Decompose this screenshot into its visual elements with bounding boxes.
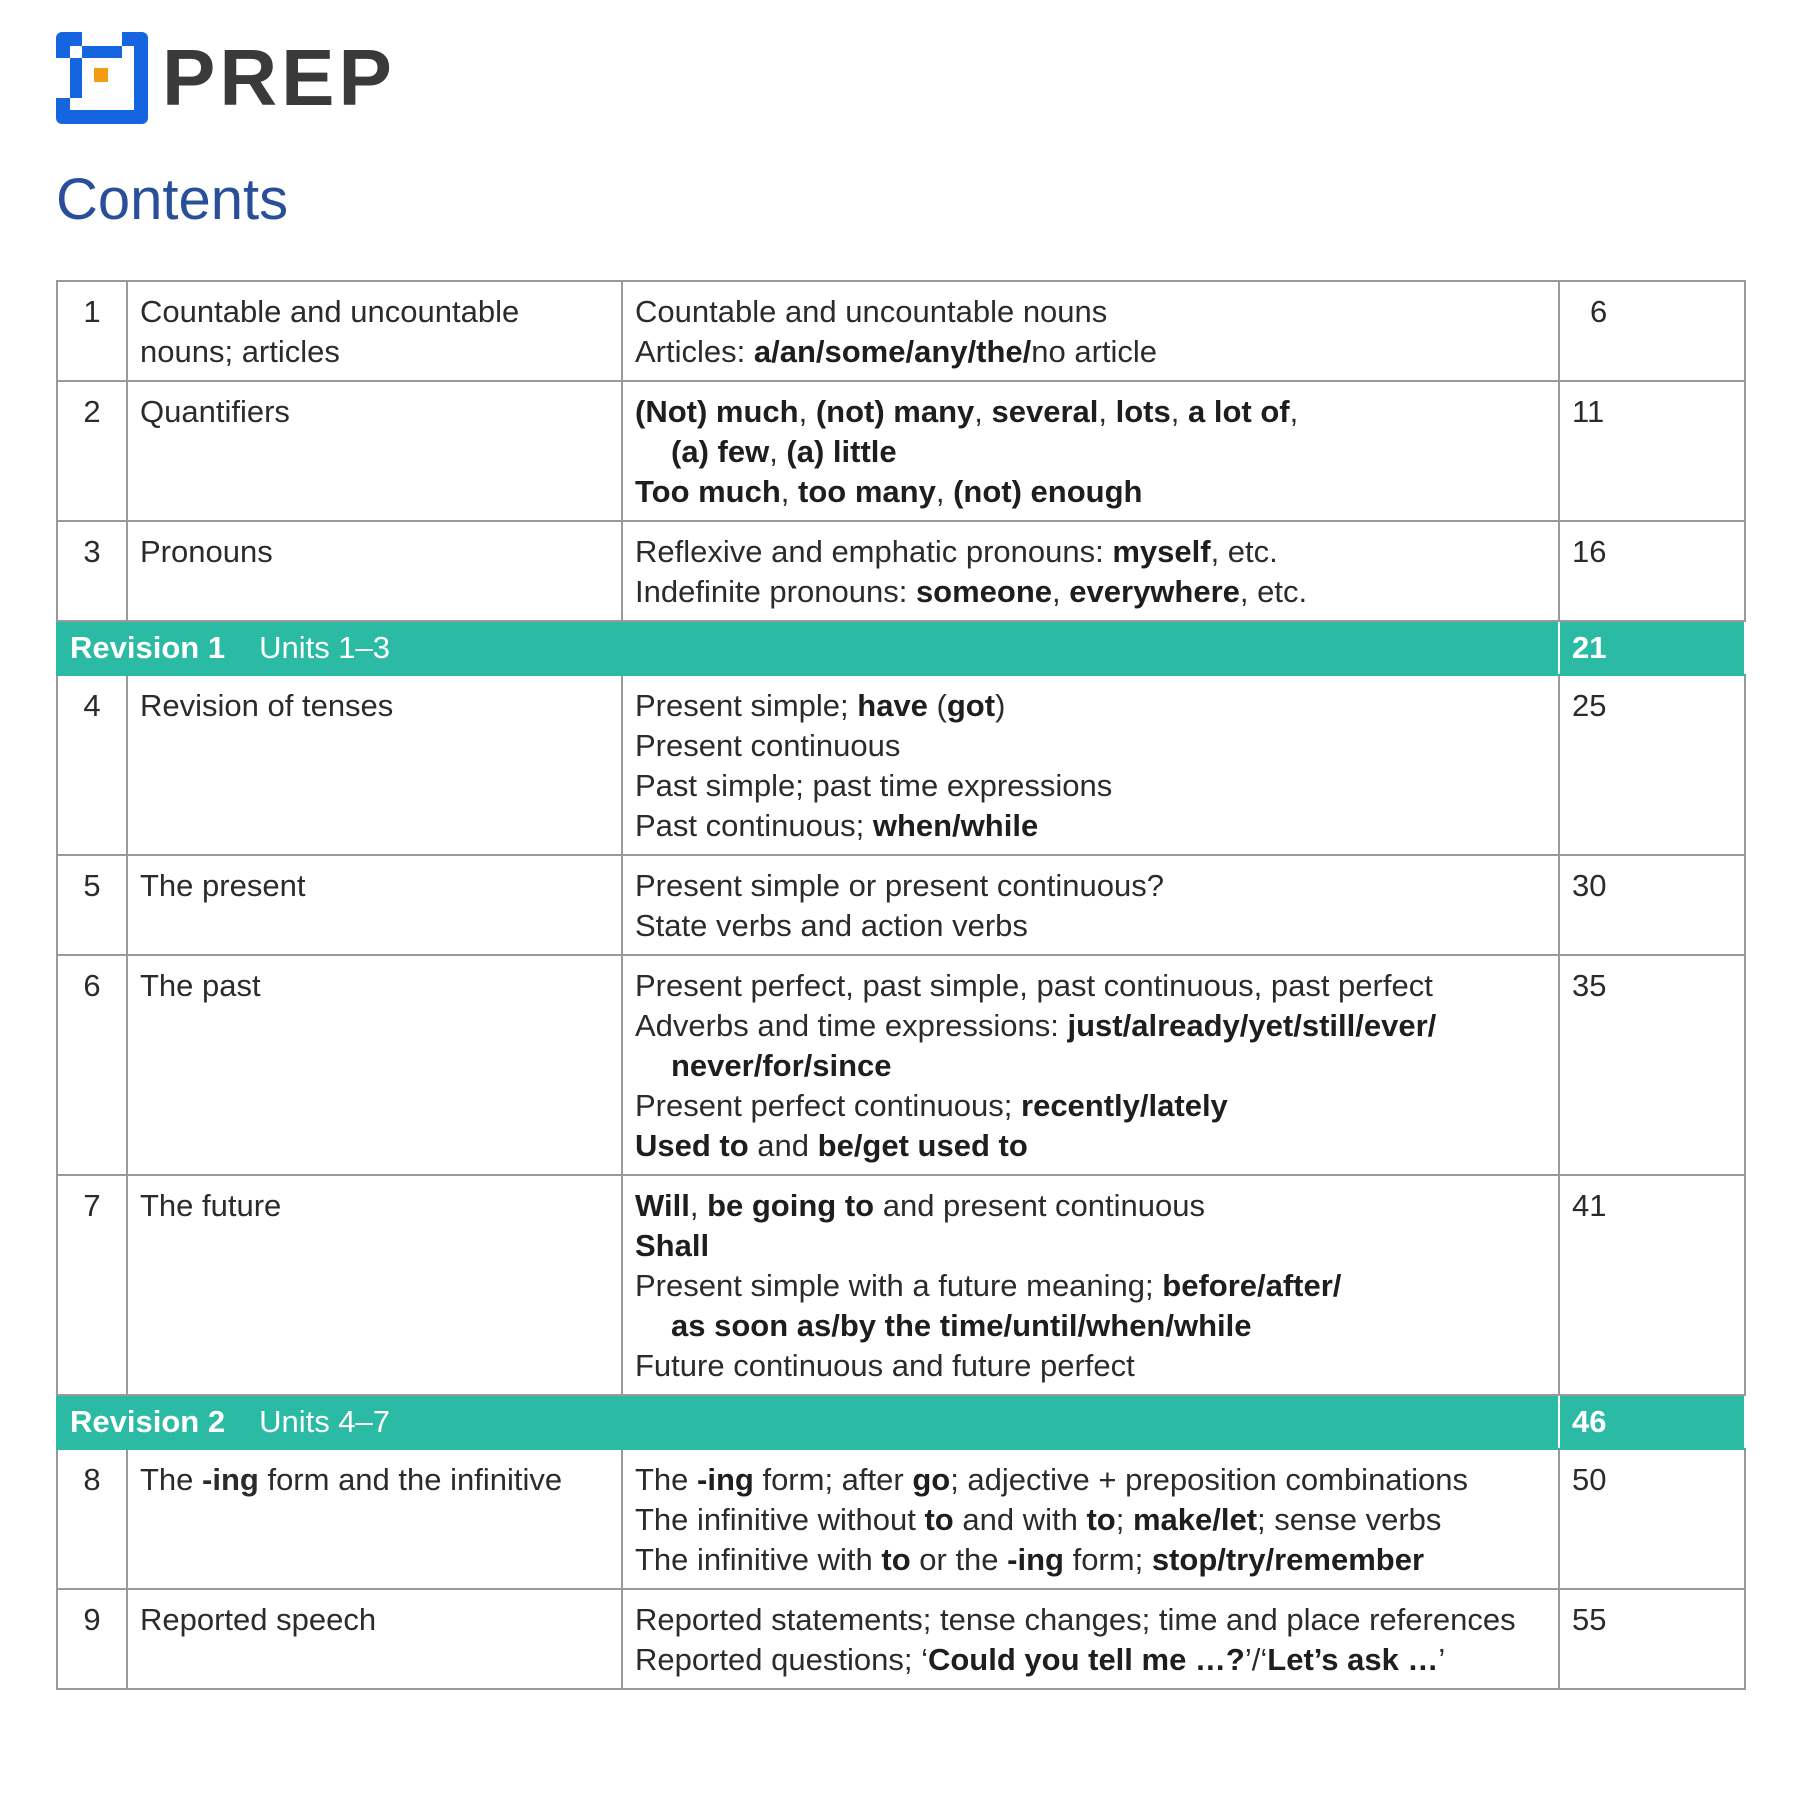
revision-row (57, 621, 1745, 675)
content-line (635, 686, 1546, 726)
text-segment: Present continuous (635, 728, 901, 763)
content-line (635, 1640, 1546, 1680)
content-line (635, 1266, 1546, 1306)
bold-text: a lot of (1187, 394, 1290, 429)
bold-text: a/an/some/any/the/ (753, 334, 1032, 369)
page-number: 21 (1559, 621, 1745, 675)
text-segment: Past simple; past time expressions (635, 768, 1113, 803)
text-segment: Future continuous and future perfect (635, 1348, 1135, 1383)
unit-contents (622, 855, 1559, 955)
content-line (635, 1460, 1546, 1500)
content-line (635, 906, 1546, 946)
unit-topic: Quantifiers (127, 381, 622, 521)
bold-text: to (924, 1502, 954, 1537)
text-segment: ’ (1438, 1642, 1446, 1677)
unit-topic: The present (127, 855, 622, 955)
unit-number: 9 (57, 1589, 127, 1689)
page-number: 46 (1559, 1395, 1745, 1449)
bold-text: (not) many (815, 394, 975, 429)
unit-topic: The future (127, 1175, 622, 1395)
page-number: 11 (1559, 381, 1745, 521)
unit-number: 6 (57, 955, 127, 1175)
bold-text: (a) few (671, 434, 770, 469)
content-line (635, 1226, 1546, 1266)
bold-text: lots (1115, 394, 1171, 429)
unit-row (57, 955, 1745, 1175)
text-segment: form; after (753, 1462, 913, 1497)
text-segment: The (635, 1462, 698, 1497)
unit-number: 7 (57, 1175, 127, 1395)
unit-number: 2 (57, 381, 127, 521)
revision-label-cell (57, 621, 1559, 675)
revision-units: Units 1–3 (259, 630, 391, 665)
bold-text: Let’s ask … (1267, 1642, 1439, 1677)
content-line (635, 1086, 1546, 1126)
text-segment: Reported statements; tense changes; time and place references (635, 1602, 1516, 1637)
content-line (635, 292, 1546, 332)
text-segment: ; adjective + preposition combinations (950, 1462, 1469, 1497)
page-number: 25 (1559, 675, 1745, 855)
content-line (635, 866, 1546, 906)
text-segment: Indefinite pronouns: (635, 574, 916, 609)
bold-text: (not) enough (953, 474, 1143, 509)
page-number: 55 (1559, 1589, 1745, 1689)
unit-topic: Pronouns (127, 521, 622, 621)
brand-logo (56, 32, 396, 124)
text-segment: , etc. (1210, 534, 1278, 569)
content-line (635, 1186, 1546, 1226)
bold-text: -ing (697, 1462, 754, 1497)
bold-text: make/let (1132, 1502, 1258, 1537)
content-line (635, 1046, 1546, 1086)
text-segment: , etc. (1239, 574, 1308, 609)
unit-row (57, 1589, 1745, 1689)
bold-text: Will (635, 1188, 690, 1223)
content-line (635, 332, 1546, 372)
unit-topic: The past (127, 955, 622, 1175)
content-line (635, 1306, 1546, 1346)
bold-text: when/while (872, 808, 1039, 843)
text-segment: Present perfect, past simple, past continuous, past perfect (635, 968, 1433, 1003)
bold-text: Used to (635, 1128, 749, 1163)
text-segment: , (974, 394, 992, 429)
unit-contents (622, 281, 1559, 381)
text-segment: , (935, 474, 954, 509)
prep-logo-icon (56, 32, 148, 124)
text-segment: ; (1115, 1502, 1133, 1537)
contents-table-body (57, 281, 1745, 1689)
content-line (635, 1600, 1546, 1640)
text-segment: State verbs and action verbs (635, 908, 1028, 943)
unit-row (57, 1449, 1745, 1589)
content-line (635, 726, 1546, 766)
bold-text: someone (915, 574, 1053, 609)
text-segment: Past continuous; (635, 808, 873, 843)
bold-text: to (1086, 1502, 1116, 1537)
text-segment: , (780, 474, 799, 509)
page-number: 41 (1559, 1175, 1745, 1395)
page-number: 30 (1559, 855, 1745, 955)
bold-text: have (857, 688, 928, 723)
unit-number: 8 (57, 1449, 127, 1589)
text-segment: Present simple with a future meaning; (635, 1268, 1163, 1303)
text-segment: Reported questions; ‘ (635, 1642, 928, 1677)
bold-text: as soon as/by the time/until/when/while (671, 1308, 1252, 1343)
content-line (635, 1346, 1546, 1386)
unit-row (57, 381, 1745, 521)
text-segment: Countable and uncountable nouns (635, 294, 1108, 329)
contents-table (56, 280, 1746, 1690)
text-segment: Present simple; (635, 688, 858, 723)
text-segment: or the (910, 1542, 1008, 1577)
text-segment: ) (995, 688, 1006, 723)
content-line (635, 572, 1546, 612)
text-segment: The infinitive with (635, 1542, 882, 1577)
text-segment: and with (953, 1502, 1087, 1537)
content-line (635, 432, 1546, 472)
text-segment: Articles: (635, 334, 754, 369)
unit-contents (622, 675, 1559, 855)
unit-number: 1 (57, 281, 127, 381)
content-line (635, 1500, 1546, 1540)
content-line (635, 1540, 1546, 1580)
bold-text: just/already/yet/still/ever/ (1067, 1008, 1437, 1043)
bold-text: to (881, 1542, 911, 1577)
text-segment: ( (927, 688, 947, 723)
text-segment: Present simple or present continuous? (635, 868, 1165, 903)
unit-contents (622, 955, 1559, 1175)
text-segment: , (798, 394, 816, 429)
brand-name: PREP (162, 33, 396, 122)
text-segment: and (748, 1128, 818, 1163)
content-line (635, 472, 1546, 512)
bold-text: (a) little (786, 434, 897, 469)
unit-row (57, 1175, 1745, 1395)
text-segment: , (689, 1188, 708, 1223)
bold-text: go (912, 1462, 951, 1497)
bold-text: stop/try/remember (1151, 1542, 1425, 1577)
content-line (635, 1126, 1546, 1166)
text-segment: , (1289, 394, 1299, 429)
text-segment: ; sense verbs (1257, 1502, 1442, 1537)
unit-contents (622, 1449, 1559, 1589)
page-number: 35 (1559, 955, 1745, 1175)
bold-text: recently/lately (1021, 1088, 1228, 1123)
unit-contents (622, 521, 1559, 621)
unit-topic (127, 1449, 622, 1589)
revision-row (57, 1395, 1745, 1449)
bold-text: be going to (707, 1188, 875, 1223)
text-segment: ’/‘ (1244, 1642, 1268, 1677)
revision-units: Units 4–7 (259, 1404, 391, 1439)
text-segment: The infinitive without (635, 1502, 925, 1537)
unit-contents (622, 1175, 1559, 1395)
text-segment: , (769, 434, 787, 469)
unit-row (57, 855, 1745, 955)
bold-text: everywhere (1069, 574, 1240, 609)
bold-text: -ing (202, 1462, 259, 1497)
revision-label: Revision 2 (70, 1404, 226, 1439)
page-title: Contents (56, 167, 289, 232)
text-segment: , (1170, 394, 1188, 429)
page-number: 6 (1559, 281, 1745, 381)
text-segment: The (140, 1462, 203, 1497)
text-segment: , (1052, 574, 1070, 609)
revision-label: Revision 1 (70, 630, 226, 665)
unit-topic: Countable and uncountable nouns; articles (127, 281, 622, 381)
bold-text: Too much (635, 474, 781, 509)
content-line (635, 392, 1546, 432)
unit-number: 5 (57, 855, 127, 955)
unit-row (57, 675, 1745, 855)
text-segment: , (1098, 394, 1116, 429)
bold-text: be/get used to (817, 1128, 1028, 1163)
bold-text: myself (1112, 534, 1211, 569)
unit-topic: Revision of tenses (127, 675, 622, 855)
bold-text: too many (798, 474, 936, 509)
bold-text: never/for/since (671, 1048, 892, 1083)
content-line (635, 806, 1546, 846)
content-line (635, 766, 1546, 806)
page-number: 50 (1559, 1449, 1745, 1589)
unit-contents (622, 1589, 1559, 1689)
bold-text: Could you tell me …? (927, 1642, 1245, 1677)
unit-number: 4 (57, 675, 127, 855)
bold-text: several (991, 394, 1099, 429)
text-segment: Adverbs and time expressions: (635, 1008, 1068, 1043)
unit-contents (622, 381, 1559, 521)
bold-text: Shall (635, 1228, 710, 1263)
unit-row (57, 281, 1745, 381)
bold-text: -ing (1007, 1542, 1064, 1577)
content-line (635, 1006, 1546, 1046)
text-segment: Reflexive and emphatic pronouns: (635, 534, 1113, 569)
bold-text: before/after/ (1162, 1268, 1342, 1303)
content-line (635, 966, 1546, 1006)
page-number: 16 (1559, 521, 1745, 621)
text-segment: no article (1031, 334, 1158, 369)
unit-number: 3 (57, 521, 127, 621)
bold-text: got (946, 688, 996, 723)
text-segment: form; (1063, 1542, 1152, 1577)
content-line (635, 532, 1546, 572)
unit-topic: Reported speech (127, 1589, 622, 1689)
text-segment: Present perfect continuous; (635, 1088, 1022, 1123)
bold-text: (Not) much (635, 394, 799, 429)
unit-row (57, 521, 1745, 621)
text-segment: form and the infinitive (258, 1462, 563, 1497)
text-segment: and present continuous (874, 1188, 1205, 1223)
revision-label-cell (57, 1395, 1559, 1449)
